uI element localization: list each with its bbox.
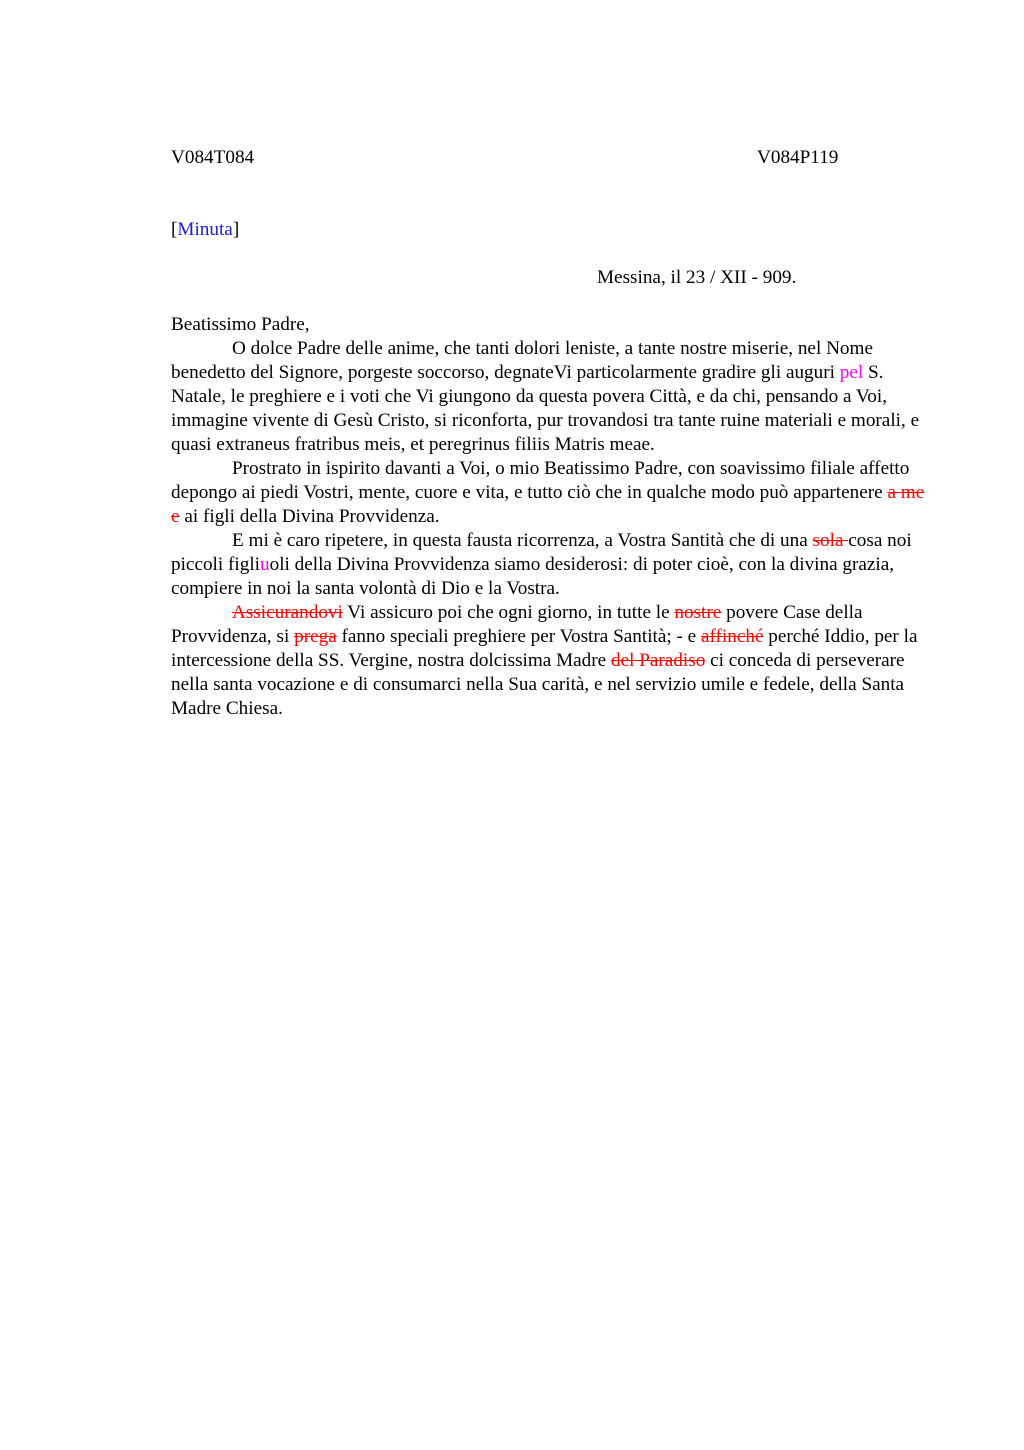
bracket-open: [ bbox=[171, 219, 178, 240]
p4-deletion-5: del Paradiso bbox=[610, 650, 706, 671]
p1-text-2: S. Natale, le preghiere e i voti che Vi giungono da questa povera Città, e da chi, pensando a Voi, immagine vivente di Gesù Cristo, si riconforta, pur trovandosi tra tante ruine materiali e morali, e quasi extraneus fratribus meis, et peregrinus filiis Matris meae. bbox=[171, 362, 920, 455]
paragraph-4 bbox=[171, 601, 931, 721]
p4-text-3: fanno speciali preghiere per Vostra Santità; - e bbox=[336, 626, 701, 647]
p2-deletion: a me e bbox=[171, 482, 925, 527]
dateline: Messina, il 23 / XII - 909. bbox=[597, 267, 797, 288]
p2-text-2: ai figli della Divina Provvidenza. bbox=[179, 506, 440, 527]
p2-text-1: Prostrato in ispirito davanti a Voi, o mio Beatissimo Padre, con soavissimo filiale affetto depongo ai piedi Vostri, mente, cuore e vita, e tutto ciò che in qualche modo può appartenere bbox=[171, 458, 910, 503]
letter-body bbox=[171, 313, 931, 721]
p3-text-1: E mi è caro ripetere, in questa fausta ricorrenza, a Vostra Santità che di una bbox=[232, 530, 813, 551]
p4-text-4: perché Iddio, per la intercessione della SS. Vergine, nostra dolcissima Madre bbox=[171, 626, 918, 671]
volume-code-left: V084T084 bbox=[171, 147, 255, 168]
p4-deletion-1: Assicurandovi bbox=[232, 602, 343, 623]
p4-text-1: Vi assicuro poi che ogni giorno, in tutte le bbox=[342, 602, 675, 623]
p4-text-2: povere Case della Provvidenza, si bbox=[171, 602, 863, 647]
p3-deletion: sola bbox=[812, 530, 849, 551]
draft-label-text: Minuta bbox=[177, 219, 233, 240]
paragraph-3 bbox=[171, 529, 931, 601]
p1-insertion: pel bbox=[839, 362, 864, 383]
p4-deletion-2: nostre bbox=[674, 602, 722, 623]
salutation: Beatissimo Padre, bbox=[171, 314, 310, 335]
p4-text-5: ci conceda di perseverare nella santa vocazione e di consumarci nella Sua carità, e nel servizio umile e fedele, della Santa Madre Chiesa. bbox=[171, 650, 905, 719]
p4-deletion-4: affinché bbox=[701, 626, 764, 647]
p1-text-1: O dolce Padre delle anime, che tanti dolori leniste, a tante nostre miserie, nel Nome benedetto del Signore, porgeste soccorso, degnateVi particolarmente gradire gli auguri bbox=[171, 338, 873, 383]
p3-text-2: cosa noi piccoli figli bbox=[171, 530, 912, 575]
p3-text-3: oli della Divina Provvidenza siamo desiderosi: di poter cioè, con la divina grazia, compiere in noi la santa volontà di Dio e la Vostra. bbox=[171, 554, 895, 599]
p4-deletion-3: prega bbox=[294, 626, 337, 647]
page-code-right: V084P119 bbox=[757, 147, 839, 168]
paragraph-1 bbox=[171, 337, 931, 457]
draft-label bbox=[171, 218, 239, 242]
paragraph-2 bbox=[171, 457, 931, 529]
bracket-close: ] bbox=[232, 219, 240, 240]
p3-insertion: u bbox=[260, 554, 270, 575]
